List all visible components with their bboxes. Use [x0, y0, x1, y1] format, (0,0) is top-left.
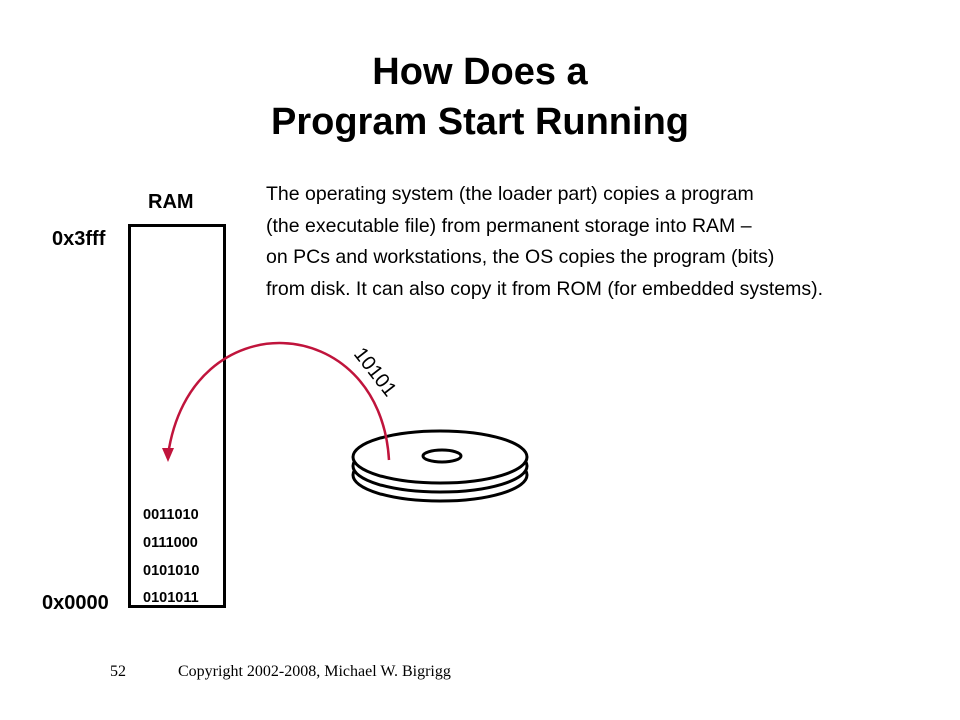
memory-word-2: 0111000: [143, 535, 198, 551]
memory-word-1: 0011010: [143, 507, 199, 523]
top-address-label: 0x3fff: [52, 228, 106, 250]
ram-label: RAM: [148, 191, 194, 213]
description-line-3: on PCs and workstations, the OS copies the program (bits): [266, 246, 775, 268]
bottom-address-label: 0x0000: [42, 592, 109, 614]
memory-word-3: 0101010: [143, 563, 200, 579]
copyright-text: Copyright 2002-2008, Michael W. Bigrigg: [178, 663, 451, 680]
description-line-2: (the executable file) from permanent storage into RAM –: [266, 214, 752, 237]
description-line-4: from disk. It can also copy it from ROM (for embedded systems).: [266, 277, 823, 300]
memory-word-4: 0101011: [143, 590, 199, 606]
transfer-bits-label: 10101: [349, 343, 401, 401]
slide-title-line-2: Program Start Running: [270, 101, 690, 143]
slide-title-line-1: How Does a: [372, 51, 588, 93]
page-number: 52: [110, 663, 126, 680]
description-line-1: The operating system (the loader part) copies a program: [266, 183, 754, 205]
disk-icon: [353, 431, 527, 501]
